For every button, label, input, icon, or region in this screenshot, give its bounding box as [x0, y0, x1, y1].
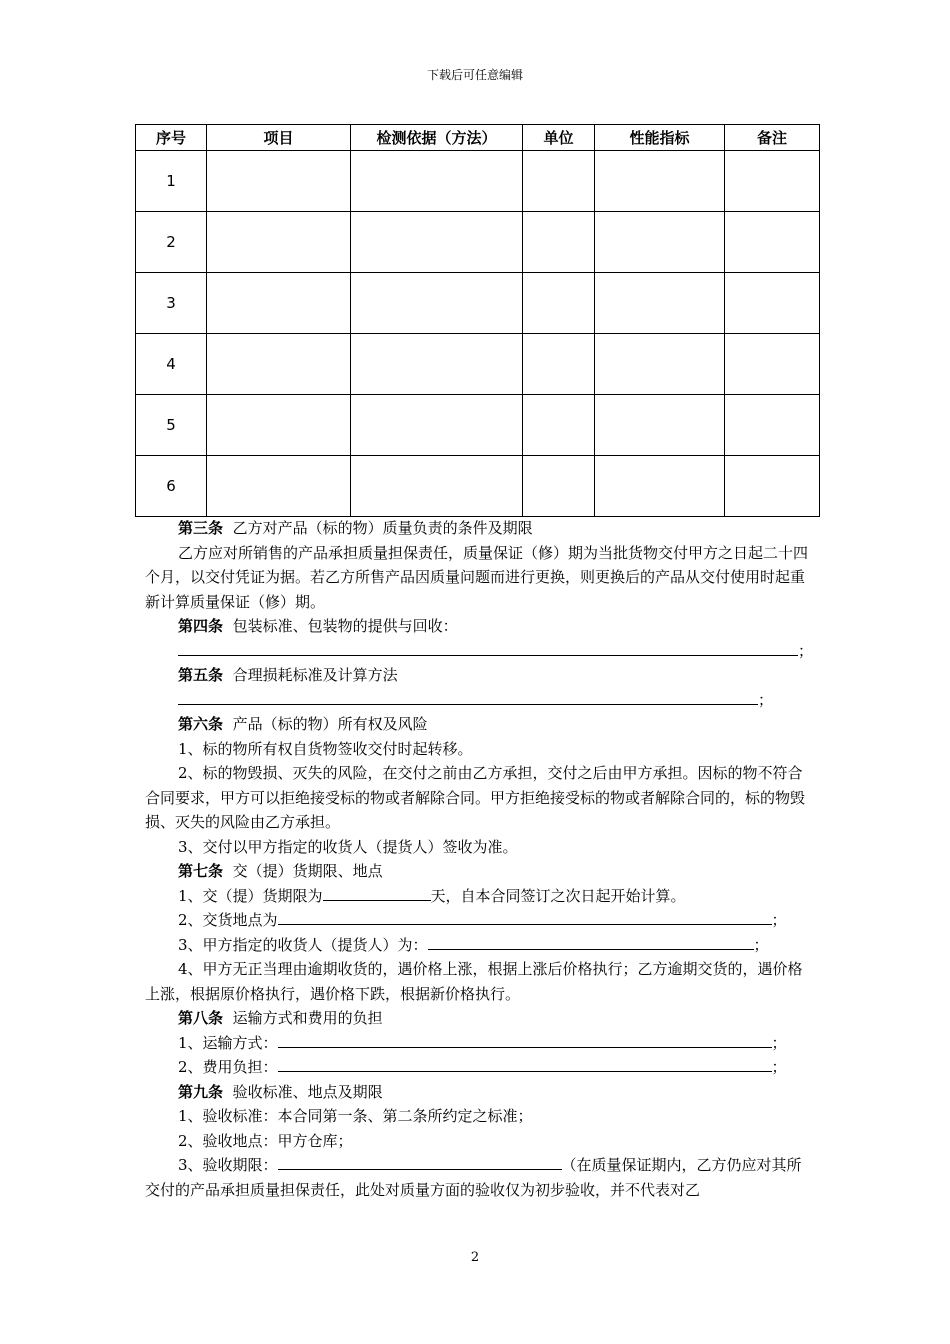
delivery-days-blank[interactable] — [323, 886, 431, 901]
table-cell — [523, 273, 595, 334]
row-number: 6 — [136, 456, 207, 517]
table-cell — [523, 212, 595, 273]
table-row — [136, 151, 820, 212]
article3-paragraph: 乙方应对所销售的产品承担质量担保责任，质量保证（修）期为当批货物交付甲方之日起二十四个月，以交付凭证为据。若乙方所售产品因质量问题而进行更换，则更换后的产品从交付使用时起重新计算质量保证（修）期。 — [145, 543, 809, 611]
article6-item1: 1、标的物所有权自货物签收交付时起转移。 — [178, 739, 473, 758]
article-heading: 乙方对产品（标的物）质量负责的条件及期限 — [232, 519, 533, 537]
item-text: 1、交（提）货期限为 — [178, 886, 323, 905]
article7-item3 — [145, 933, 813, 958]
article-heading: 产品（标的物）所有权及风险 — [232, 715, 428, 733]
article9-item2: 2、验收地点：甲方仓库； — [178, 1131, 353, 1150]
table-cell — [207, 456, 351, 517]
article6-heading — [145, 712, 813, 737]
contract-body — [145, 516, 813, 1202]
article3-heading — [145, 516, 813, 541]
item-text: 2、费用负担： — [178, 1058, 278, 1076]
table-cell — [595, 273, 725, 334]
article-number: 第四条 — [178, 617, 224, 635]
table-cell — [595, 212, 725, 273]
table-cell — [351, 273, 523, 334]
item-text: 3、验收期限： — [178, 1156, 278, 1174]
article5-blank-line — [145, 688, 813, 713]
row-number: 5 — [136, 395, 207, 456]
article9-heading — [145, 1080, 813, 1105]
table-cell — [595, 334, 725, 395]
page-header: 下载后可任意编辑 — [426, 68, 523, 82]
article-number: 第五条 — [178, 666, 224, 684]
semicolon: ； — [758, 690, 774, 709]
article5-heading — [145, 663, 813, 688]
article8-item1 — [145, 1031, 813, 1056]
semicolon: ； — [771, 1033, 787, 1052]
row-number: 4 — [136, 334, 207, 395]
item-text: （在质量保证期内，乙方仍应对其所交付的产品承担质量担保责任，此处对质量方面的验收仅为初步验收，并不代表对乙 — [145, 1156, 802, 1199]
article-heading: 运输方式和费用的负担 — [232, 1009, 383, 1027]
table-cell — [351, 212, 523, 273]
table-cell — [725, 273, 820, 334]
semicolon: ； — [771, 1058, 787, 1076]
table-cell — [351, 151, 523, 212]
article9-item3 — [145, 1153, 813, 1202]
semicolon: ； — [771, 911, 787, 929]
table-cell — [523, 395, 595, 456]
table-cell — [207, 273, 351, 334]
cost-bearer-blank[interactable] — [278, 1057, 772, 1072]
delivery-location-blank[interactable] — [278, 910, 772, 925]
table-cell — [207, 151, 351, 212]
semicolon: ； — [753, 935, 769, 954]
table-cell — [725, 151, 820, 212]
table-row — [136, 334, 820, 395]
table-row — [136, 273, 820, 334]
article7-item2 — [145, 908, 813, 933]
row-number: 1 — [136, 151, 207, 212]
table-cell — [523, 151, 595, 212]
article-number: 第九条 — [178, 1082, 224, 1101]
table-cell — [595, 151, 725, 212]
article6-item2: 2、标的物毁损、灭失的风险，在交付之前由乙方承担，交付之后由甲方承担。因标的物不符合合同要求，甲方可以拒绝接受标的物或者解除合同。甲方拒绝接受标的物或者解除合同的，标的物毁损、灭失的风险由乙方承担。 — [145, 764, 806, 831]
table-cell — [207, 334, 351, 395]
table-cell — [523, 334, 595, 395]
item-text: 天，自本合同签订之次日起开始计算。 — [430, 886, 686, 905]
table-cell — [595, 456, 725, 517]
transport-method-blank[interactable] — [278, 1033, 772, 1048]
col-header-method: 检测依据（方法） — [351, 125, 523, 151]
item-text: 2、交货地点为 — [178, 911, 278, 929]
article7-item1 — [145, 884, 813, 909]
article7-heading — [145, 859, 813, 884]
table-cell — [725, 395, 820, 456]
article7-item4: 4、甲方无正当理由逾期收货的，遇价格上涨，根据上涨后价格执行；乙方逾期交货的，遇价格上涨，根据原价格执行，遇价格下跌，根据新价格执行。 — [145, 960, 803, 1003]
table-cell — [351, 456, 523, 517]
article8-item2 — [145, 1055, 813, 1080]
table-cell — [351, 334, 523, 395]
col-header-seq: 序号 — [136, 125, 207, 151]
article-number: 第七条 — [178, 862, 224, 880]
article-number: 第三条 — [178, 519, 224, 537]
col-header-performance: 性能指标 — [595, 125, 725, 151]
article-number: 第六条 — [178, 715, 224, 733]
row-number: 2 — [136, 212, 207, 273]
table-cell — [595, 395, 725, 456]
col-header-remark: 备注 — [725, 125, 820, 151]
table-row — [136, 212, 820, 273]
article-number: 第八条 — [178, 1009, 224, 1027]
quality-spec-table — [135, 124, 820, 517]
table-cell — [725, 334, 820, 395]
table-row — [136, 395, 820, 456]
article-heading: 合理损耗标准及计算方法 — [232, 666, 398, 684]
col-header-item: 项目 — [207, 125, 351, 151]
article8-heading — [145, 1006, 813, 1031]
article9-item1: 1、验收标准：本合同第一条、第二条所约定之标准； — [178, 1107, 533, 1125]
article-heading: 交（提）货期限、地点 — [232, 862, 383, 880]
table-cell — [725, 456, 820, 517]
article-heading: 验收标准、地点及期限 — [232, 1082, 383, 1101]
table-cell — [207, 395, 351, 456]
table-cell — [207, 212, 351, 273]
fill-in-blank[interactable] — [178, 690, 758, 705]
table-header-row — [136, 125, 820, 151]
article4-heading — [145, 614, 813, 639]
item-text: 1、运输方式： — [178, 1033, 278, 1052]
table-cell — [523, 456, 595, 517]
table-cell — [725, 212, 820, 273]
table-cell — [351, 395, 523, 456]
article-heading: 包装标准、包装物的提供与回收： — [232, 617, 458, 635]
article6-item3: 3、交付以甲方指定的收货人（提货人）签收为准。 — [178, 837, 518, 856]
fill-in-blank[interactable] — [178, 641, 798, 656]
semicolon: ； — [798, 641, 814, 660]
table-row — [136, 456, 820, 517]
inspection-period-blank[interactable] — [278, 1155, 562, 1170]
item-text: 3、甲方指定的收货人（提货人）为： — [178, 935, 428, 954]
row-number: 3 — [136, 273, 207, 334]
col-header-unit: 单位 — [523, 125, 595, 151]
article4-blank-line — [145, 639, 813, 664]
page-number: 2 — [470, 1250, 480, 1265]
consignee-blank[interactable] — [428, 935, 754, 950]
